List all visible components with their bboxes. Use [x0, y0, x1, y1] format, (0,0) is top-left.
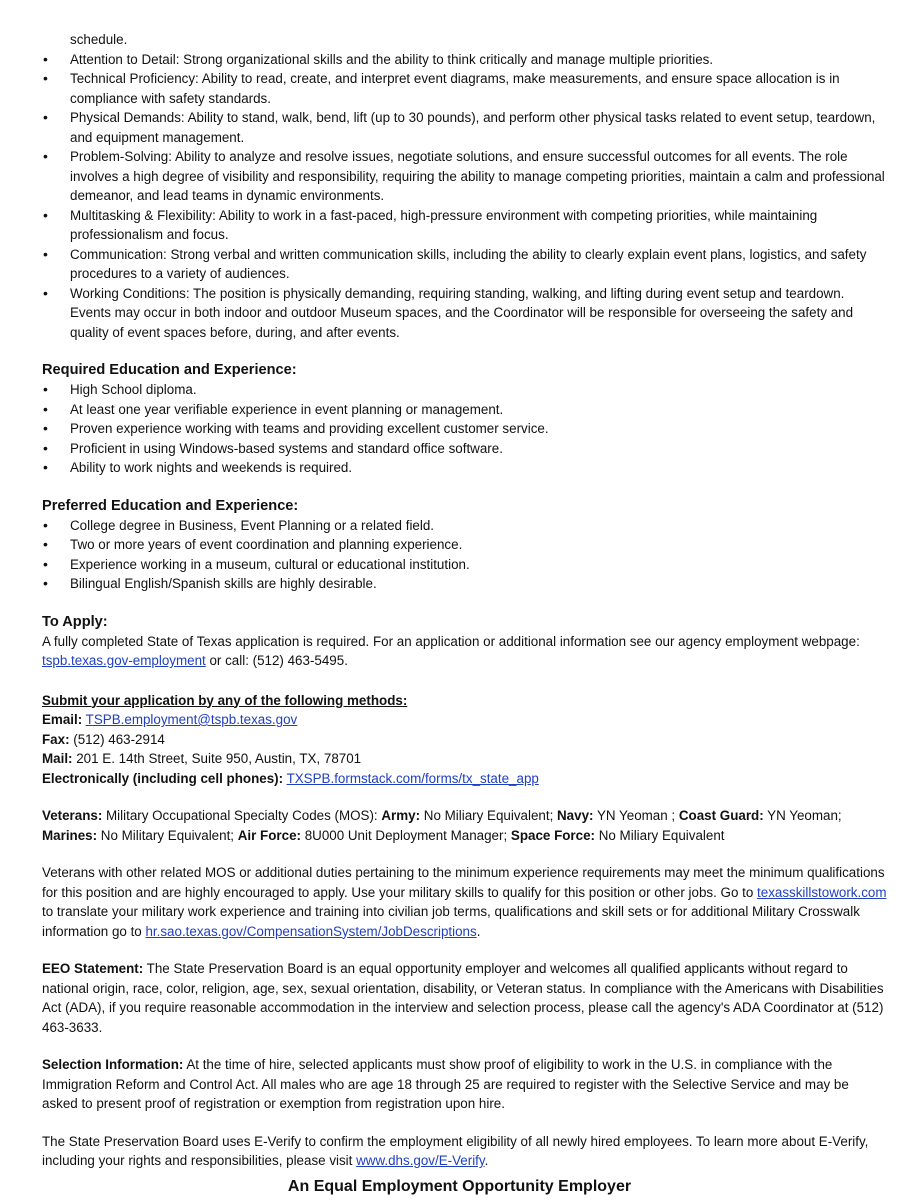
electronic-label: Electronically (including cell phones): [42, 770, 284, 786]
selection-text: At the time of hire, selected applicants must show proof of eligibility to work in the U.S. in compliance with the Immigration Reform and Control Act. All males who are age 18 through 25 are required to register with the Selective Service and may be asked to present proof of registration or exemption from registration upon hire. [42, 1057, 849, 1111]
preferred-item: • Bilingual English/Spanish skills are highly desirable. [42, 574, 887, 594]
eeo-label: EEO Statement: [42, 961, 144, 976]
everify-paragraph [42, 1132, 887, 1171]
coast-guard-value: YN Yeoman; [763, 808, 842, 823]
required-heading: Required Education and Experience: [42, 362, 297, 378]
veterans-paragraph [42, 806, 887, 845]
army-label: Army: [381, 808, 421, 823]
veterans-label: Veterans: [42, 808, 103, 823]
mail-label: Mail: [42, 751, 73, 766]
job-descriptions-link[interactable]: hr.sao.texas.gov/CompensationSystem/JobDescriptions [145, 923, 477, 939]
preferred-list [42, 516, 887, 594]
email-link[interactable]: TSPB.employment@tspb.texas.gov [85, 712, 298, 727]
required-section [42, 360, 887, 478]
skills-item: • Communication: Strong verbal and written communication skills, including the ability to clearly explain event plans, logistics, and safety procedures to a variety of audiences. [42, 245, 887, 284]
apply-section [42, 612, 887, 671]
required-list [42, 380, 887, 478]
air-force-label: Air Force: [237, 827, 301, 843]
preferred-heading: Preferred Education and Experience: [42, 497, 299, 514]
required-item: • Ability to work nights and weekends is required. [42, 458, 887, 478]
eeo-text: The State Preservation Board is an equal opportunity employer and welcomes all qualified applicants without regard to national origin, race, color, religion, age, sex, sexual orientation, disability, or Veteran status. In compliance with the Americans with Disabilities Act (ADA), if you require reasonable accommodation in the interview and selection process, please call the agency's ADA Coordinator at (512) 463-3633. [42, 961, 884, 1035]
everify-text: The State Preservation Board uses E-Verify to confirm the employment eligibility of all newly hired employees. To learn more about E-Verify, including your rights and responsibilities, please visit [42, 1133, 869, 1168]
mail-line [42, 749, 887, 769]
required-item: • Proven experience working with teams and providing excellent customer service. [42, 419, 887, 439]
veterans-mos-text: Military Occupational Specialty Codes (MOS): [102, 808, 382, 823]
formstack-link[interactable]: TXSPB.formstack.com/forms/tx_state_app [286, 770, 539, 786]
army-value: No Miliary Equivalent; [420, 808, 558, 823]
veterans-para-text: Veterans with other related MOS or additional duties pertaining to the minimum experience requirements may meet the minimum qualifications for this position and are highly encouraged to apply. Use your military skills to qualify for this position or other jobs. Go to [42, 865, 885, 900]
fax-value: (512) 463-2914 [69, 731, 165, 747]
required-item: • Proficient in using Windows-based systems and standard office software. [42, 439, 887, 459]
document-page [42, 30, 887, 1171]
skills-item: • Physical Demands: Ability to stand, walk, bend, lift (up to 30 pounds), and perform other physical tasks related to event setup, teardown, and equipment management. [42, 108, 887, 147]
marines-value: No Military Equivalent; [97, 827, 238, 843]
air-force-value: 8U000 Unit Deployment Manager; [300, 827, 511, 843]
email-line [42, 710, 887, 730]
required-item: • High School diploma. [42, 380, 887, 400]
fax-line [42, 730, 887, 750]
apply-heading: To Apply: [42, 613, 108, 630]
veterans-para-mid: to translate your military work experience and training into civilian job terms, qualifications and skill sets or for additional Military Crosswalk information go to [42, 904, 860, 939]
required-item: • At least one year verifiable experience in event planning or management. [42, 400, 887, 420]
selection-information [42, 1055, 887, 1114]
everify-link[interactable]: www.dhs.gov/E-Verify [356, 1153, 485, 1168]
selection-label: Selection Information: [42, 1057, 184, 1072]
navy-label: Navy: [557, 808, 594, 823]
submit-section [42, 691, 887, 789]
employment-link[interactable]: tspb.texas.gov-employment [42, 653, 206, 668]
navy-value: YN Yeoman ; [593, 808, 679, 823]
continued-text: schedule. [70, 32, 128, 47]
preferred-section [42, 496, 887, 594]
skills-item: • Attention to Detail: Strong organizational skills and the ability to think critically and manage multiple priorities. [42, 50, 887, 70]
veterans-para-end: . [476, 923, 481, 939]
apply-text [42, 632, 887, 671]
everify-end: . [484, 1153, 489, 1168]
apply-text-before: A fully completed State of Texas application is required. For an application or additional information see our agency employment webpage: [42, 633, 860, 649]
email-label: Email: [42, 712, 83, 727]
eeo-statement [42, 959, 887, 1037]
skills-item: • Working Conditions: The position is physically demanding, requiring standing, walking, and lifting during event setup and teardown. Events may occur in both indoor and outdoor Museum spaces, and the Coordinator will be responsible for overseeing the safety and quality of event spaces before, during, and after events. [42, 284, 887, 343]
space-force-label: Space Force: [510, 827, 595, 843]
footer-eeo-employer: An Equal Employment Opportunity Employer [287, 1178, 632, 1195]
mail-value: 201 E. 14th Street, Suite 950, Austin, TX, 78701 [72, 751, 362, 766]
apply-text-after: or call: (512) 463-5495. [205, 653, 348, 668]
space-force-value: No Miliary Equivalent [595, 827, 725, 843]
preferred-item: • Two or more years of event coordination and planning experience. [42, 535, 887, 555]
skills-to-work-link[interactable]: texasskillstowork.com [757, 884, 887, 900]
skills-item: • Multitasking & Flexibility: Ability to work in a fast-paced, high-pressure environment with competing priorities, while maintaining professionalism and focus. [42, 206, 887, 245]
preferred-item: • Experience working in a museum, cultural or educational institution. [42, 555, 887, 575]
electronic-line [42, 769, 887, 789]
veterans-mos-paragraph [42, 863, 887, 941]
submit-heading: Submit your application by any of the following methods: [42, 692, 408, 708]
preferred-item: • College degree in Business, Event Planning or a related field. [42, 516, 887, 536]
skills-item: • Technical Proficiency: Ability to read, create, and interpret event diagrams, make measurements, and ensure space allocation is in compliance with safety standards. [42, 69, 887, 108]
skills-list [42, 50, 887, 343]
skills-item: • Problem-Solving: Ability to analyze and resolve issues, negotiate solutions, and ensure successful outcomes for all events. The role involves a high degree of visibility and responsibility, requiring the ability to manage competing priorities, maintain a calm and professional demeanor, and lead teams in dynamic environments. [42, 147, 887, 206]
marines-label: Marines: [42, 827, 98, 843]
fax-label: Fax: [42, 731, 70, 747]
coast-guard-label: Coast Guard: [678, 808, 764, 823]
